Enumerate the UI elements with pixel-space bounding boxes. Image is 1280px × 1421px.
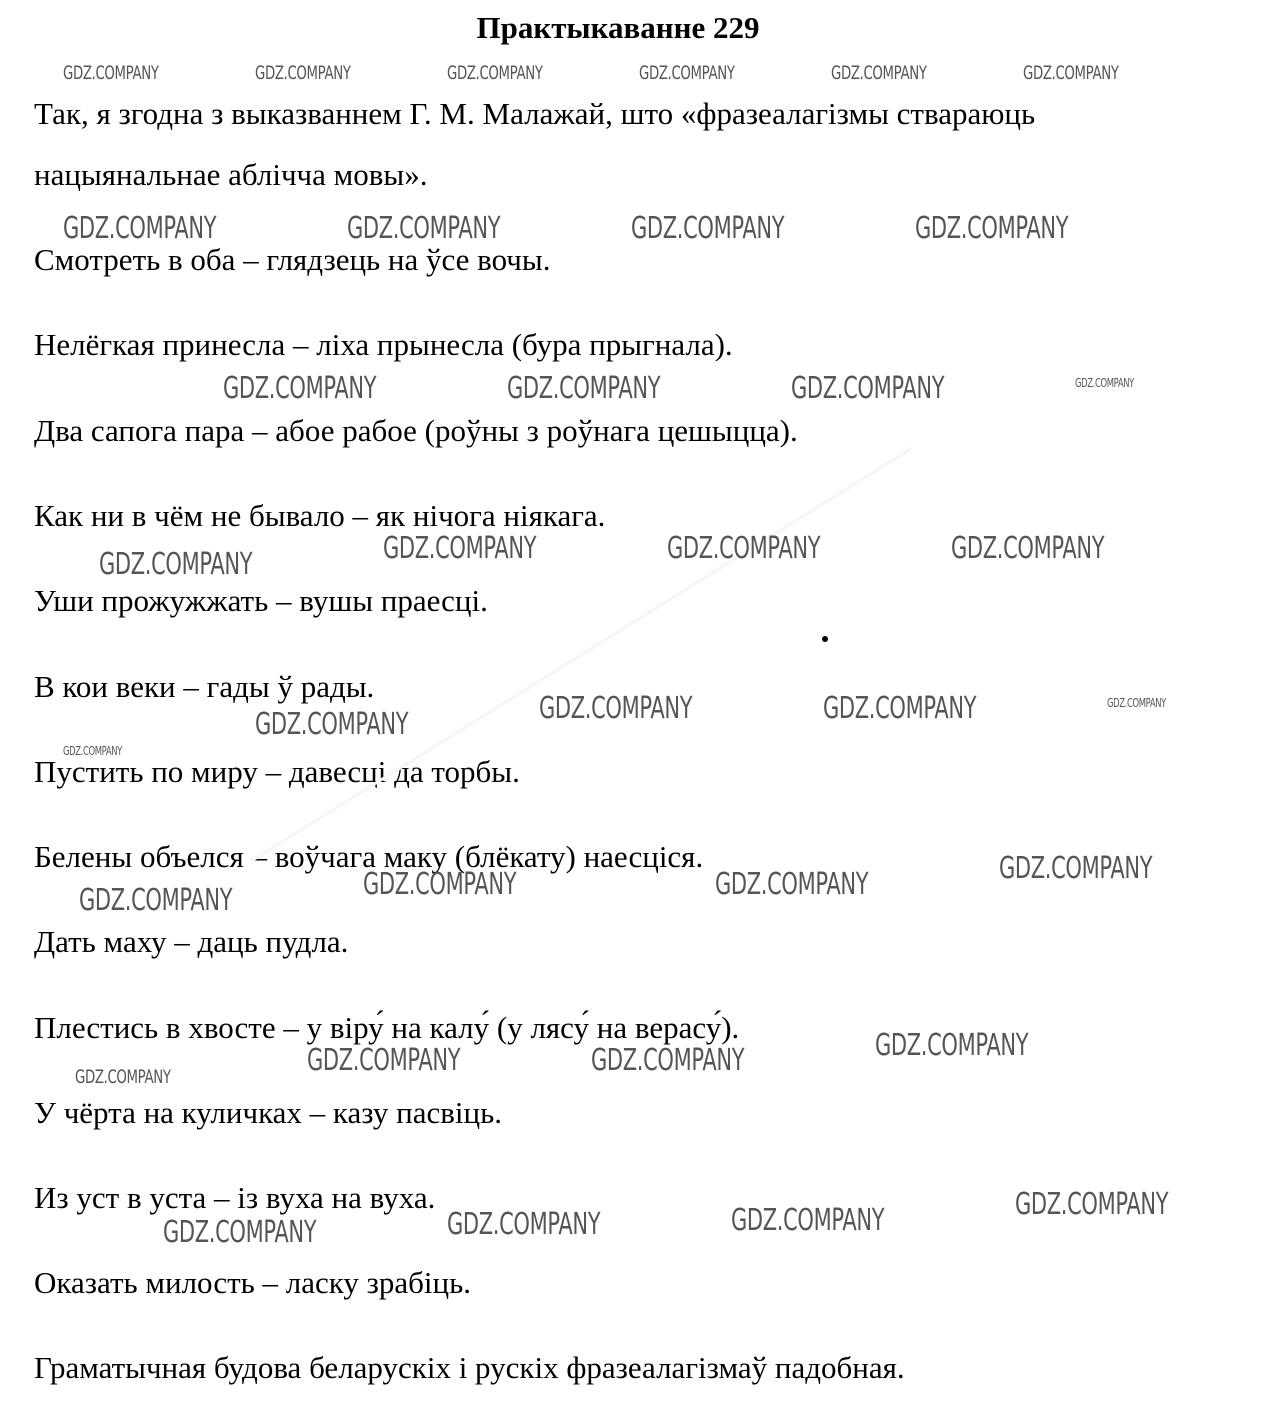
watermark: GDZ.COMPANY bbox=[307, 1043, 461, 1078]
phrase-line: Из уст в уста – із вуха на вуха. bbox=[34, 1180, 436, 1215]
phrase-line: Плестись в хвосте – у віру́ на калу́ (у лясу́ на верасу́). bbox=[34, 1010, 740, 1045]
phrase-line: У чёрта на куличках – казу пасвіць. bbox=[34, 1095, 502, 1130]
watermark: GDZ.COMPANY bbox=[347, 211, 501, 246]
watermark: GDZ.COMPANY bbox=[875, 1028, 1029, 1063]
phrase-line: Пустить по миру – давесці да торбы. bbox=[34, 754, 520, 789]
watermark: GDZ.COMPANY bbox=[631, 211, 785, 246]
watermark: GDZ.COMPANY bbox=[639, 62, 735, 84]
phrase-line: Дать маху – даць пудла. bbox=[34, 924, 349, 959]
watermark: GDZ.COMPANY bbox=[447, 1207, 601, 1242]
watermark: GDZ.COMPANY bbox=[539, 691, 693, 726]
watermark: GDZ.COMPANY bbox=[667, 531, 821, 566]
watermark: GDZ.COMPANY bbox=[1015, 1187, 1169, 1222]
watermark: GDZ.COMPANY bbox=[383, 531, 537, 566]
watermark: GDZ.COMPANY bbox=[715, 867, 869, 902]
phrase-line: Уши прожужжать – вушы праесці. bbox=[34, 583, 488, 618]
watermark: GDZ.COMPANY bbox=[79, 883, 233, 918]
watermark: GDZ.COMPANY bbox=[915, 211, 1069, 246]
intro-line-1: Так, я згодна з выказваннем Г. М. Малажай, што «фразеалагізмы ствараюць bbox=[34, 96, 1036, 131]
watermark: GDZ.COMPANY bbox=[255, 707, 409, 742]
conclusion-line: Граматычная будова беларускіх і рускіх фразеалагізмаў падобная. bbox=[34, 1350, 905, 1385]
watermark: GDZ.COMPANY bbox=[1023, 62, 1119, 84]
stray-dot bbox=[822, 636, 828, 642]
watermark: GDZ.COMPANY bbox=[507, 371, 661, 406]
watermark: GDZ.COMPANY bbox=[99, 547, 253, 582]
watermark: GDZ.COMPANY bbox=[63, 744, 122, 758]
watermark: GDZ.COMPANY bbox=[63, 62, 159, 84]
watermark: GDZ.COMPANY bbox=[75, 1066, 171, 1088]
watermark: GDZ.COMPANY bbox=[363, 867, 517, 902]
phrase-line: Два сапога пара – абое рабое (роўны з роўнага цешыцца). bbox=[34, 413, 798, 448]
watermark: GDZ.COMPANY bbox=[223, 371, 377, 406]
watermark: GDZ.COMPANY bbox=[1107, 696, 1166, 710]
watermark: GDZ.COMPANY bbox=[999, 851, 1153, 886]
watermark: GDZ.COMPANY bbox=[591, 1043, 745, 1078]
watermark: GDZ.COMPANY bbox=[163, 1215, 317, 1250]
phrase-line: Как ни в чём не бывало – як нічога ніякага. bbox=[34, 498, 606, 533]
phrase-line: Белены объелся – воўчага маку (блёкату) наесціся. bbox=[34, 839, 704, 874]
watermark: GDZ.COMPANY bbox=[823, 691, 977, 726]
page-title: Практыкаванне 229 bbox=[476, 10, 760, 45]
phrase-line: Оказать милость – ласку зрабіць. bbox=[34, 1265, 471, 1300]
watermark: GDZ.COMPANY bbox=[255, 62, 351, 84]
watermark: GDZ.COMPANY bbox=[831, 62, 927, 84]
phrase-line: Нелёгкая принесла – ліха прынесла (бура прыгнала). bbox=[34, 327, 733, 362]
watermark: GDZ.COMPANY bbox=[731, 1203, 885, 1238]
phrase-line: В кои веки – гады ў рады. bbox=[34, 669, 375, 704]
intro-line-2: нацыянальнае аблічча мовы». bbox=[34, 157, 428, 192]
watermark: GDZ.COMPANY bbox=[447, 62, 543, 84]
watermark: GDZ.COMPANY bbox=[791, 371, 945, 406]
watermark: GDZ.COMPANY bbox=[63, 211, 217, 246]
phrase-line: Смотреть в оба – глядзець на ўсе вочы. bbox=[34, 242, 551, 277]
watermark: GDZ.COMPANY bbox=[951, 531, 1105, 566]
watermark: GDZ.COMPANY bbox=[1075, 376, 1134, 390]
